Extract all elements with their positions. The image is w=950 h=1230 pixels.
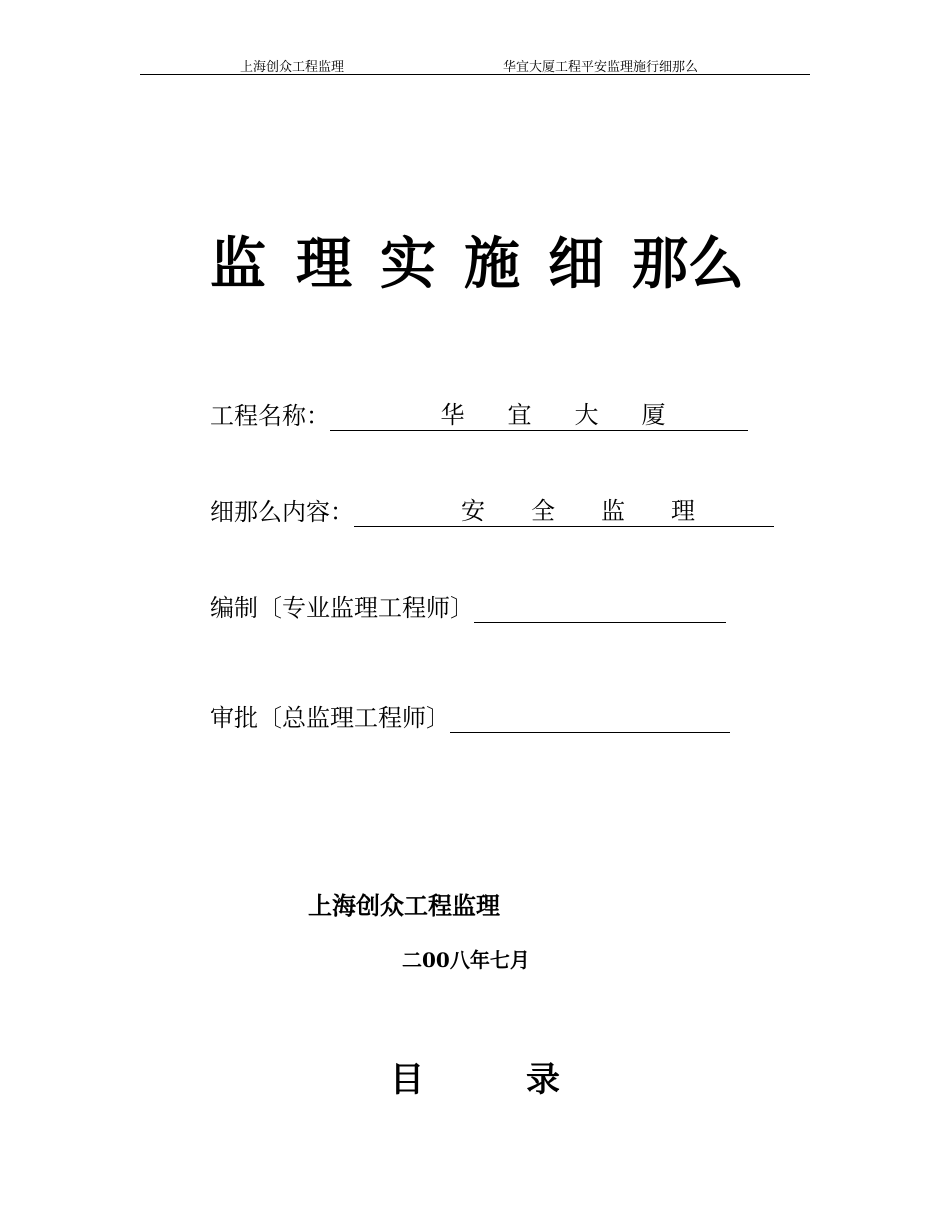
header-company: 上海创众工程监理 (240, 60, 345, 75)
title-char: 那么 (632, 232, 744, 297)
content-value (354, 496, 774, 527)
toc-char: 目 (390, 1060, 424, 1100)
document-date: 二00八年七月 (402, 948, 530, 972)
project-name-char: 宜 (507, 401, 532, 429)
project-name-char: 大 (574, 401, 599, 429)
project-name-char: 厦 (641, 401, 666, 429)
approved-by-label: 审批〔总监理工程师〕 (210, 704, 450, 732)
table-of-contents-heading (390, 1052, 560, 1101)
project-name-field (210, 396, 748, 431)
project-name-char: 华 (440, 401, 465, 429)
prepared-by-label: 编制〔专业监理工程师〕 (210, 594, 474, 622)
title-char: 理 (296, 232, 352, 297)
toc-char: 录 (526, 1060, 560, 1100)
title-char: 实 (380, 232, 436, 297)
approved-by-field (210, 698, 730, 733)
title-char: 细 (548, 232, 604, 297)
organization-name: 上海创众工程监理 (308, 892, 500, 920)
content-char: 安 (461, 497, 485, 525)
title-char: 监 (210, 232, 266, 297)
approved-by-signature-line (450, 702, 730, 733)
content-label: 细那么内容： (210, 498, 354, 526)
prepared-by-field (210, 588, 726, 623)
header-document-name: 华宜大厦工程平安监理施行细那么 (503, 60, 699, 75)
content-char: 理 (671, 497, 695, 525)
project-name-value (330, 400, 748, 431)
content-char: 全 (531, 497, 555, 525)
title-char: 施 (464, 232, 520, 297)
content-char: 监 (601, 497, 625, 525)
document-title (210, 220, 770, 300)
prepared-by-signature-line (474, 592, 726, 623)
content-field (210, 492, 774, 527)
project-name-label: 工程名称： (210, 402, 330, 430)
page-header (140, 52, 810, 75)
